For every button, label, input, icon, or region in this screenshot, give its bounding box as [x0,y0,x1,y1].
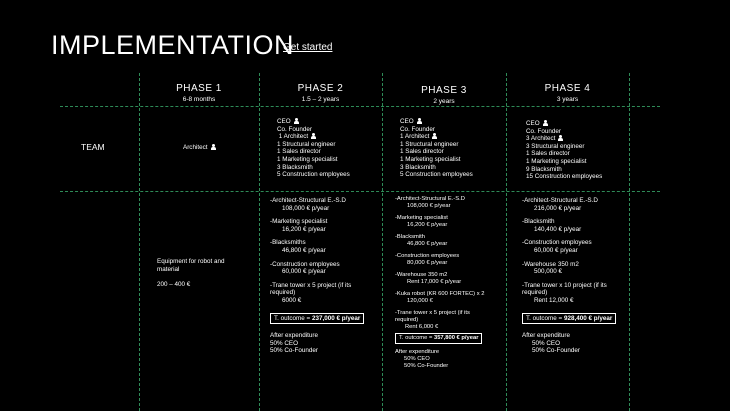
phase-3-team [400,118,473,179]
cost-amount: Rent 12,000 € [534,296,574,304]
column-divider [629,73,630,411]
cost-label: -Trane tower x 5 project (if its [395,310,470,316]
outcome-value: 357,800 € p/year [433,335,479,341]
team-member: 15 Construction employees [526,173,603,181]
cost-item [522,261,616,276]
cost-amount: 108,000 € p/year [282,204,330,212]
column-divider [139,73,140,411]
outcome-value: 237,000 € p/year [311,314,361,322]
cost-amount: 60,000 € p/year [282,268,326,276]
cost-item [395,272,484,286]
cost-label: -Construction employees [270,260,340,268]
person-icon [311,134,316,139]
cost-amount: 6000 € [282,296,302,304]
team-member: 1 Marketing specialist [400,155,461,163]
phase-4-header [506,83,629,103]
team-member: 1 Marketing specialist [526,157,587,165]
after-expenditure: 50% Co-Founder [532,347,580,355]
cost-amount: 16,200 € p/year [407,222,448,228]
team-member: 3 Architect [526,135,556,143]
cost-label: -Blacksmith [522,218,555,226]
team-member: Co. Founder [526,127,562,135]
outcome-label: T. outcome = [274,314,312,322]
phase-1-header [139,83,259,103]
cost-label: -Marketing specialist [395,215,448,221]
row-divider [60,191,660,192]
team-member: CEO [400,118,414,125]
outcome-label: T. outcome = [526,314,564,322]
phase-3-costs [395,196,484,370]
team-member: 1 Structural engineer [277,140,336,148]
phase-name: PHASE 3 [421,85,467,96]
column-divider [259,73,260,411]
cost-label: -Blacksmiths [270,239,306,247]
person-icon [417,119,422,124]
person-icon [543,121,548,126]
row-divider [60,106,660,107]
cost-label: required) [522,289,548,297]
cost-label: -Architect-Structural E.-S.D [522,197,598,204]
cost-amount: Rent 17,000 € p/year [407,279,462,285]
cost-label: material [157,265,180,273]
cost-label: -Marketing specialist [270,218,328,226]
after-expenditure: 50% Co-Founder [404,363,449,369]
phase-name: PHASE 1 [176,83,222,94]
cost-item [270,261,364,276]
after-expenditure: 50% Co-Founder [270,347,318,355]
cost-item [270,197,364,212]
cost-label: -Warehouse 350 m2 [522,260,579,268]
cost-item [395,291,484,305]
cost-amount: 46,800 € p/year [407,241,448,247]
cost-amount: 120,000 € [407,298,433,304]
phase-name: PHASE 2 [297,83,344,94]
team-member: CEO [526,120,540,127]
cost-item [395,234,484,248]
cost-label: -Kuka robot (KR 600 FORTEC) x 2 [395,291,485,297]
cost-label: -Trane tower x 5 project (if its [270,281,352,289]
team-member: 3 Blacksmith [277,163,313,171]
cost-amount: 46,800 € p/year [282,246,326,254]
team-member: 1 Sales director [526,150,570,158]
cost-label: -Architect-Structural E.-S.D [270,197,346,204]
cost-item [522,239,616,254]
cost-amount: 108,000 € p/year [407,203,451,209]
phase-2-costs [270,197,364,355]
after-expenditure: 50% CEO [404,356,430,362]
phase-1-team [183,144,216,152]
person-icon [432,134,437,139]
team-member: Architect [183,144,208,151]
cost-amount: 500,000 € [534,268,563,276]
cost-label: -Trane tower x 10 project (if its [522,281,607,289]
person-icon [294,119,299,124]
team-member: 1 Marketing specialist [277,155,338,163]
person-icon [558,136,563,141]
team-member: CEO [277,118,291,125]
cost-amount: 140,400 € p/year [534,225,582,233]
cost-amount: 200 – 400 € [157,281,191,289]
after-expenditure: After expenditure [522,332,570,340]
phase-duration: 2 years [433,98,455,105]
cost-item [270,239,364,254]
phase-3-header [382,85,506,105]
team-member: 9 Blacksmith [526,165,562,173]
cost-item [522,218,616,233]
cost-label: -Architect-Structural E.-S.D [395,196,465,202]
cost-amount: 216,000 € p/year [534,204,582,212]
after-expenditure: 50% CEO [270,339,298,347]
phase-4-costs [522,197,616,355]
team-member: 3 Blacksmith [400,163,436,171]
team-member: 1 Architect [278,133,309,141]
get-started-link[interactable]: Get started [283,42,333,53]
team-member: 3 Structural engineer [526,142,585,150]
cost-amount: 16,200 € p/year [282,225,326,233]
after-expenditure: After expenditure [395,349,440,355]
cost-label: -Warehouse 350 m2 [395,272,448,278]
phase-duration: 3 years [556,96,579,103]
page-title: IMPLEMENTATION [51,30,295,60]
cost-label: required) [395,317,419,323]
team-row-label: TEAM [81,142,105,152]
cost-amount: 60,000 € p/year [534,246,578,254]
team-member: 5 Construction employees [277,171,350,179]
cost-label: -Construction employees [395,253,460,259]
cost-item [395,215,484,229]
team-member: Co. Founder [400,125,436,133]
cost-label: required) [270,289,296,297]
after-expenditure: After expenditure [270,332,318,340]
cost-item [395,196,484,210]
phase-4-team [526,120,602,181]
after-expenditure: 50% CEO [532,339,560,347]
outcome-label: T. outcome = [399,335,434,341]
team-member: 1 Architect [400,133,430,141]
phase-1-costs [157,258,225,289]
total-outcome-box [522,313,616,325]
phase-duration: 6-8 months [182,96,216,103]
phase-name: PHASE 4 [544,83,591,94]
cost-label: Equipment for robot and [157,258,225,265]
cost-item [522,197,616,212]
team-member: 5 Construction employees [400,171,473,179]
cost-label: -Blacksmith [395,234,425,240]
team-member: 1 Structural engineer [400,140,459,148]
total-outcome-box [395,333,482,344]
team-member: Co. Founder [277,125,313,133]
phase-duration: 1.5 – 2 years [301,96,340,103]
person-icon [211,145,216,150]
cost-amount: 80,000 € p/year [407,260,448,266]
phase-2-team [277,118,350,179]
cost-label: -Construction employees [522,239,592,247]
team-member: 1 Sales director [277,148,321,156]
phase-2-header [259,83,382,103]
column-divider [382,73,383,411]
total-outcome-box [270,313,364,325]
team-member: 1 Sales director [400,148,444,156]
column-divider [506,73,507,411]
cost-item [395,253,484,267]
cost-item [270,218,364,233]
outcome-value: 928,400 € p/year [563,314,613,322]
cost-amount: Rent 6,000 € [405,324,439,330]
